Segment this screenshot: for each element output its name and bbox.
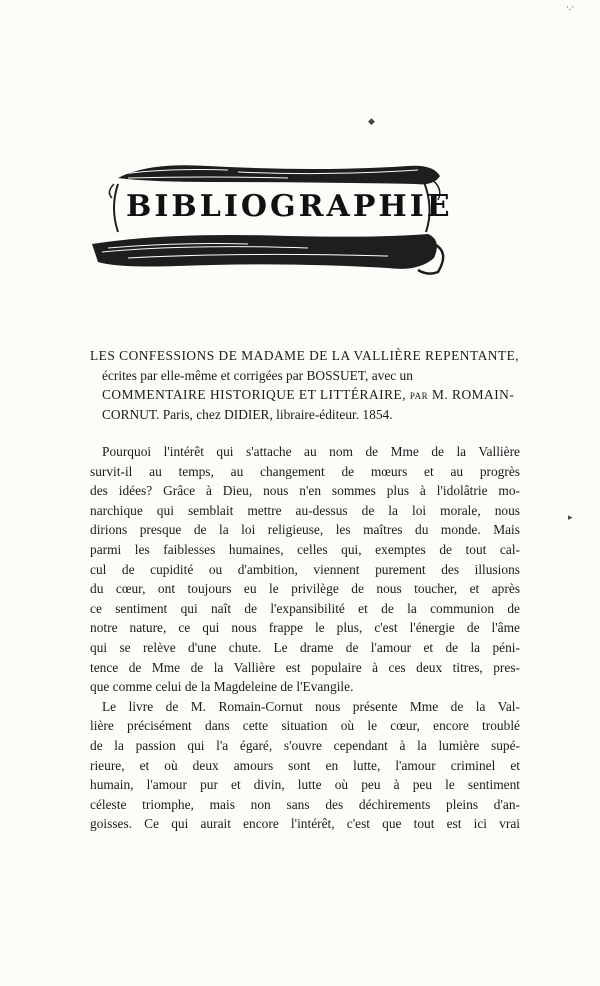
biblio-line-1: LES CONFESSIONS DE MADAME DE LA VALLIÈRE REPENTANTE, xyxy=(90,348,520,363)
text-line: Pourquoi l'intérêt qui s'attache au nom de Mme de la Vallière xyxy=(102,444,520,459)
text-line: parmi les faiblesses humaines, celles qui, exemptes de tout cal- xyxy=(90,541,520,557)
text-line: narchique qui semblait mettre au-dessus de la loi morale, nous xyxy=(90,502,520,518)
text-line: goisses. Ce qui aurait encore l'intérêt, c'est que tout est ici vrai xyxy=(90,816,520,832)
text-line: céleste triomphe, mais non sans des déchirements pleins d'an- xyxy=(90,796,520,812)
text-line: humain, l'amour pur et divin, lutte où peu à peu le sentiment xyxy=(90,777,520,793)
biblio-line-2: écrites par elle-même et corrigées par BOSSUET, avec un xyxy=(102,367,413,383)
body-text xyxy=(90,442,520,834)
banner-title: BIBLIOGRAPHIE xyxy=(126,189,453,224)
text-line: notre nature, ce qui nous frappe le plus, c'est l'énergie de l'âme xyxy=(90,620,520,636)
text-line: que comme celui de la Magdeleine de l'Evangile. xyxy=(90,679,354,695)
text-line: ce sentiment qui naît de l'expansibilité et de la communion de xyxy=(90,600,520,616)
bibliographic-entry xyxy=(90,346,520,424)
text-line: Le livre de M. Romain-Cornut nous présente Mme de la Val- xyxy=(102,698,520,714)
page-speck: ·.· xyxy=(566,2,575,12)
text-line: du cœur, ont toujours eu le privilège de nous toucher, et après xyxy=(90,581,520,597)
text-line: cul de cupidité ou d'ambition, viennent purement des illusions xyxy=(90,561,520,577)
page-speck: ▸ xyxy=(568,512,573,522)
text-line: dirions presque de la loi religieuse, les maîtres du monde. Mais xyxy=(90,522,520,538)
page-speck: ◆ xyxy=(368,116,375,126)
text-line: tence de Mme de la Vallière est populaire à ces deux titres, pres- xyxy=(90,659,520,675)
text-line: rieure, et où deux amours sont en lutte, l'amour criminel et xyxy=(90,757,520,773)
text-line: des idées? Grâce à Dieu, nous n'en sommes plus à l'idolâtrie mo- xyxy=(90,483,520,499)
biblio-line-3: COMMENTAIRE HISTORIQUE ET LITTÉRAIRE, par M. ROMAIN- xyxy=(102,387,515,402)
text-line: de la passion qui l'a égaré, s'ouvre cependant à la lumière supé- xyxy=(90,737,520,753)
text-line: survit-il au temps, au changement de mœurs et au progrès xyxy=(90,463,520,479)
biblio-line-4: CORNUT. Paris, chez DIDIER, libraire-éditeur. 1854. xyxy=(102,406,393,422)
text-line: qui se relève d'une chute. Le drame de l'amour et de la péni- xyxy=(90,639,520,655)
text-line: lière précisément dans cette situation où le cœur, encore troublé xyxy=(90,718,520,734)
